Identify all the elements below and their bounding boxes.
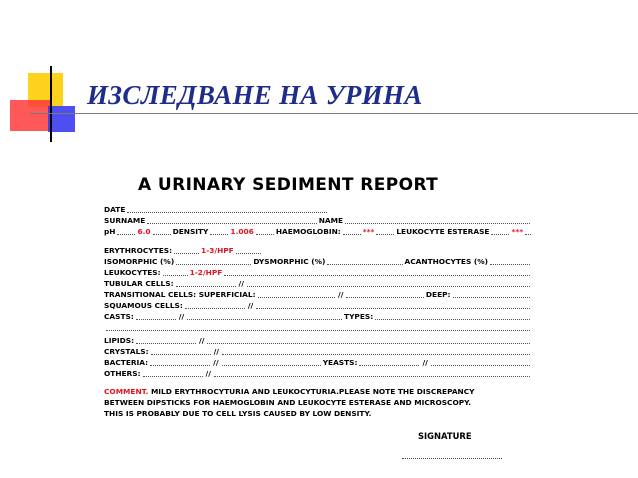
- crystals-fill: [151, 354, 211, 355]
- transitional-cells-label: TRANSITIONAL CELLS: SUPERFICIAL:: [104, 290, 256, 299]
- bacteria-fill: [150, 365, 210, 366]
- isomorphic-fill: [176, 264, 251, 265]
- comment-line-2: BETWEEN DIPSTICKS FOR HAEMOGLOBIN AND LEUKOCYTE ESTERASE AND MICROSCOPY.: [104, 398, 472, 407]
- transitional-cells-separator: //: [338, 290, 344, 299]
- decor-red-square: [10, 100, 50, 131]
- lipids-separator: //: [199, 336, 205, 345]
- transitional-cells-fill: [258, 297, 335, 298]
- comment-block: [104, 386, 532, 419]
- yeasts-fill-end: [431, 365, 530, 366]
- casts-label: CASTS:: [104, 312, 134, 321]
- casts-separator: //: [178, 312, 185, 321]
- density-label: DENSITY: [172, 227, 209, 236]
- acanthocytes-fill: [490, 264, 530, 265]
- ph-row: [104, 225, 532, 237]
- blank-row: [104, 321, 532, 333]
- tubular-cells-fill-end: [247, 286, 530, 287]
- deep-fill: [453, 297, 530, 298]
- title-underline: [30, 113, 638, 114]
- others-label: OTHERS:: [104, 369, 141, 378]
- leukocyte-esterase-label: LEUKOCYTE ESTERASE: [396, 227, 490, 236]
- comment-text-1: MILD ERYTHROCYTURIA AND LEUKOCYTURIA.PLEASE NOTE THE DISCREPANCY: [150, 387, 475, 396]
- others-separator: //: [205, 369, 211, 378]
- signature-label: SIGNATURE: [418, 431, 472, 441]
- squamous-cells-separator: //: [247, 301, 254, 310]
- bacteria-label: BACTERIA:: [104, 358, 149, 367]
- leukocyte-esterase-fill: [491, 234, 509, 235]
- lipids-fill-end: [207, 343, 530, 344]
- density-value: 1.006: [230, 227, 254, 236]
- density-fill: [210, 234, 228, 235]
- bacteria-fill-mid: [222, 365, 321, 366]
- leukocyte-esterase-fill-end: [525, 234, 532, 235]
- isomorphic-label: ISOMORPHIC (%): [104, 257, 175, 266]
- tubular-cells-separator: //: [238, 279, 244, 288]
- signature-line: [402, 458, 502, 459]
- deep-label: DEEP:: [425, 290, 451, 299]
- erythrocytes-value: 1-3/HPF: [201, 246, 234, 255]
- crystals-separator: //: [213, 347, 219, 356]
- squamous-cells-fill: [185, 308, 245, 309]
- haemoglobin-label: HAEMOGLOBIN:: [275, 227, 341, 236]
- haemoglobin-fill-end: [376, 234, 394, 235]
- lipids-fill: [136, 343, 196, 344]
- yeasts-label: YEASTS:: [322, 358, 358, 367]
- urinary-sediment-report: [102, 174, 534, 464]
- dysmorphic-fill: [327, 264, 402, 265]
- date-label: DATE: [104, 205, 126, 214]
- name-field: [345, 223, 530, 224]
- yeasts-fill: [359, 365, 419, 366]
- leukocytes-value: 1-2/HPF: [189, 268, 223, 277]
- others-fill: [143, 376, 203, 377]
- leukocytes-label: LEUKOCYTES:: [104, 268, 161, 277]
- ph-value: 6.0: [137, 227, 151, 236]
- crystals-fill-end: [222, 354, 530, 355]
- casts-fill: [136, 319, 176, 320]
- types-label: TYPES:: [344, 312, 374, 321]
- squamous-cells-label: SQUAMOUS CELLS:: [104, 301, 183, 310]
- bacteria-separator: //: [213, 358, 219, 367]
- surname-label: SURNAME: [104, 216, 146, 225]
- transitional-cells-fill-mid: [346, 297, 423, 298]
- erythrocytes-fill: [174, 253, 199, 254]
- haemoglobin-value: ***: [362, 227, 375, 236]
- squamous-cells-fill-end: [256, 308, 530, 309]
- types-fill: [375, 319, 530, 320]
- density-fill-end: [256, 234, 274, 235]
- report-title: A URINARY SEDIMENT REPORT: [138, 175, 439, 195]
- dysmorphic-label: DYSMORPHIC (%): [253, 257, 326, 266]
- crystals-label: CRYSTALS:: [104, 347, 149, 356]
- others-row: [104, 367, 532, 379]
- blank-fill: [106, 330, 530, 331]
- decor-vertical-line: [50, 66, 52, 142]
- decor-blue-square: [48, 106, 75, 132]
- erythrocytes-label: ERYTHROCYTES:: [104, 246, 173, 255]
- lipids-label: LIPIDS:: [104, 336, 135, 345]
- comment-line-1: [104, 386, 532, 397]
- erythrocytes-fill-end: [236, 253, 261, 254]
- slide-title: ИЗСЛЕДВАНЕ НА УРИНА: [87, 80, 423, 110]
- tubular-cells-fill: [176, 286, 236, 287]
- ph-fill: [117, 234, 135, 235]
- name-label: NAME: [318, 216, 343, 225]
- others-fill-end: [214, 376, 530, 377]
- haemoglobin-fill: [343, 234, 361, 235]
- casts-fill-mid: [187, 319, 342, 320]
- ph-fill-end: [153, 234, 171, 235]
- yeasts-separator: //: [422, 358, 428, 367]
- surname-field: [147, 223, 316, 224]
- comment-label: COMMENT.: [104, 387, 149, 396]
- comment-line-3: THIS IS PROBABLY DUE TO CELL LYSIS CAUSED BY LOW DENSITY.: [104, 409, 372, 418]
- leukocyte-esterase-value: ***: [511, 227, 524, 236]
- date-field: [127, 212, 327, 213]
- ph-label: pH: [104, 227, 116, 236]
- leukocytes-fill: [163, 275, 188, 276]
- acanthocytes-label: ACANTHOCYTES (%): [404, 257, 489, 266]
- leukocytes-fill-end: [224, 275, 530, 276]
- tubular-cells-label: TUBULAR CELLS:: [104, 279, 174, 288]
